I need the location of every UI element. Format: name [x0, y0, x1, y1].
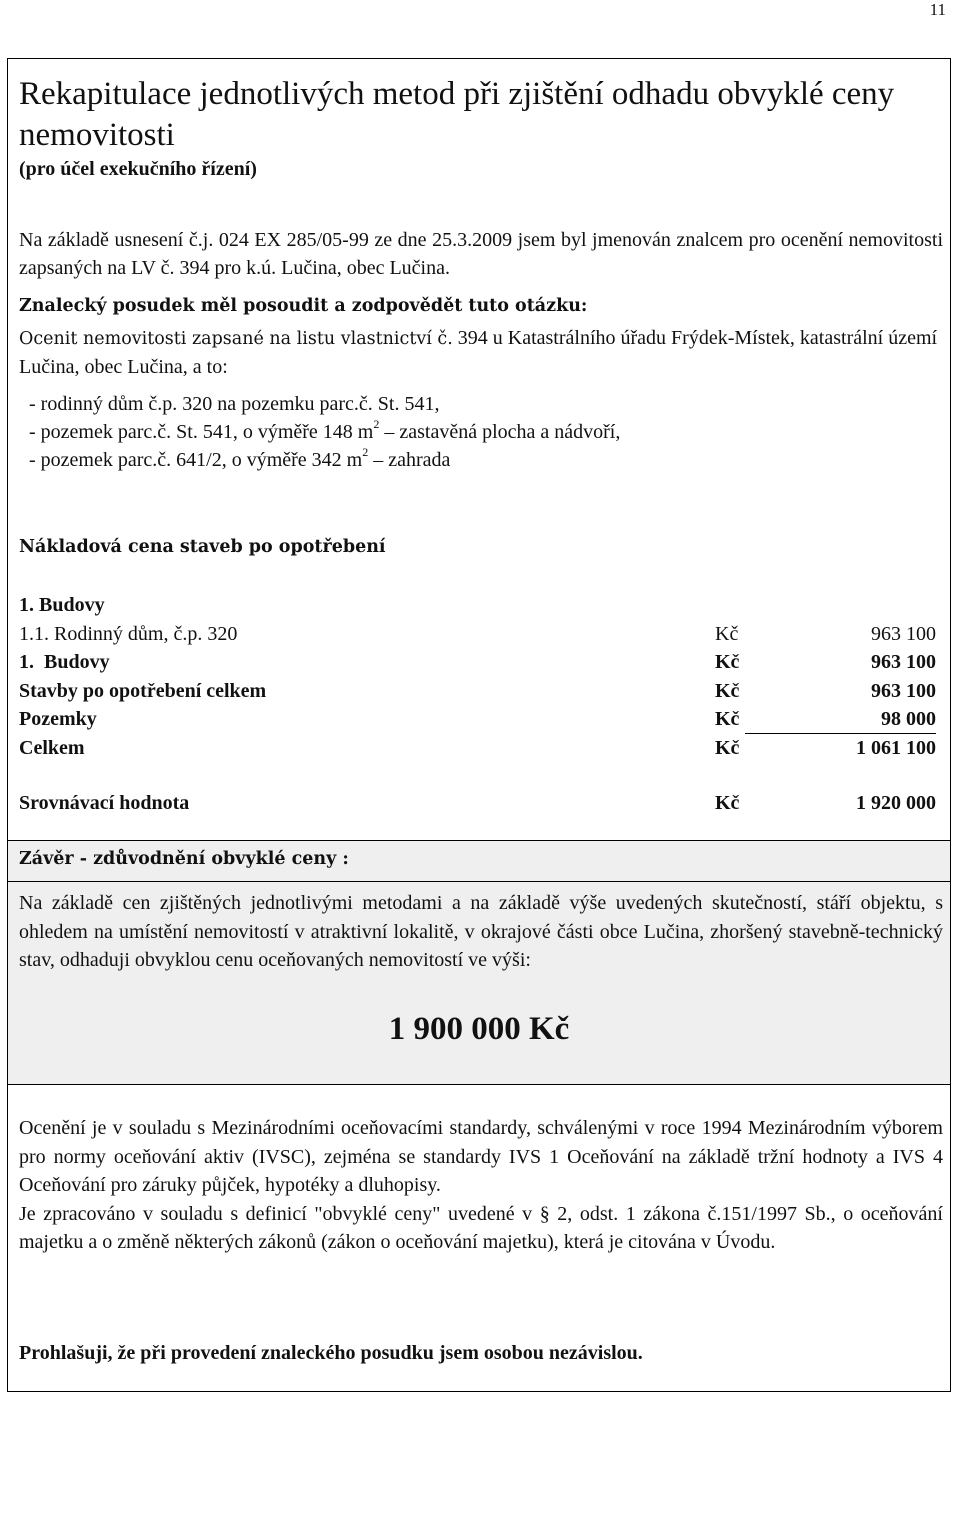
- list-item: - pozemek parc.č. 641/2, o výměře 342 $m^2$ – zahrada: [29, 445, 451, 471]
- page-subtitle: (pro účel exekučního řízení): [19, 158, 257, 180]
- conclusion-box: [8, 840, 950, 1085]
- standards-paragraph: Je zpracováno v souladu s definicí "obvyklé ceny" uvedené v § 2, odst. 1 zákona č.151/1997 Sb., o oceňování majetku a o změně některých zákonů (zákon o oceňování majetku), která je citována v Úvodu.: [19, 1202, 943, 1253]
- declaration: Prohlašuji, že při provedení znaleckého posudku jsem osobou nezávislou.: [19, 1342, 643, 1364]
- conclusion-heading: Závěr - zdůvodnění obvyklé ceny :: [19, 849, 349, 869]
- conclusion-text: Na základě cen zjištěných jednotlivými metodami a na základě výše uvedených skutečností, stáří objektu, s ohledem na umístění nemovitostí v atraktivní lokalitě, v okrajové části obce Lučina, zhoršený stavebně-technický stav, odhaduji obvyklou cenu oceňovaných nemovitostí ve výši:: [19, 892, 943, 971]
- group-label: 1. Budovy: [19, 594, 105, 616]
- question-text: [19, 324, 943, 381]
- final-value: 1 900 000 Kč: [388, 1011, 570, 1047]
- list-item: - pozemek parc.č. St. 541, o výměře 148 $m^2$ – zastavěná plocha a nádvoří,: [29, 417, 621, 443]
- table-row: Celkem Kč 1 061 100: [19, 736, 936, 759]
- list-item: - rodinný dům č.p. 320 na pozemku parc.č. St. 541,: [29, 393, 440, 415]
- document-frame: [7, 58, 951, 1392]
- property-list: [29, 390, 943, 474]
- question-text-part2: 394 u Katastrálního úřadu Frýdek-Místek, katastrální území Lučina, obec Lučina, a to:: [19, 327, 938, 378]
- cost-section-heading: Nákladová cena staveb po opotřebení: [19, 537, 386, 557]
- cost-table: [19, 591, 943, 763]
- comparison-row: Srovnávací hodnota Kč 1 920 000: [19, 792, 936, 814]
- standards-paragraph: Ocenění je v souladu s Mezinárodními oceňovacími standardy, schválenými v roce 1994 Mezinárodním výborem pro normy oceňování aktiv (IVSC), zejména se standardy IVS 1 Oceňování na základě tržní hodnoty a IVS 4 Oceňování pro záruky půjček, hypotéky a dluhopisy.: [19, 1117, 943, 1196]
- divider: [8, 881, 950, 882]
- table-row: [19, 591, 943, 620]
- table-row: 1. Budovy Kč 963 100: [19, 651, 936, 674]
- question-heading: Znalecký posudek měl posoudit a zodpovědět tuto otázku:: [19, 296, 588, 316]
- page-title: Rekapitulace jednotlivých metod při zjištění odhadu obvyklé ceny nemovitosti: [19, 76, 895, 153]
- question-text-part1: Ocenit nemovitosti zapsané na listu vlastnictví č.: [19, 329, 453, 349]
- table-row: 1.1. Rodinný dům, č.p. 320 Kč 963 100: [19, 622, 936, 645]
- table-row: Stavby po opotřebení celkem Kč 963 100: [19, 679, 936, 702]
- intro-paragraph: Na základě usnesení č.j. 024 EX 285/05-99 ze dne 25.3.2009 jsem byl jmenován znalcem pro ocenění nemovitosti zapsaných na LV č. 394 pro k.ú. Lučina, obec Lučina.: [19, 229, 943, 279]
- page-number: 11: [929, 0, 946, 19]
- standards-section: [19, 1114, 943, 1257]
- table-row: Pozemky Kč 98 000: [19, 705, 943, 734]
